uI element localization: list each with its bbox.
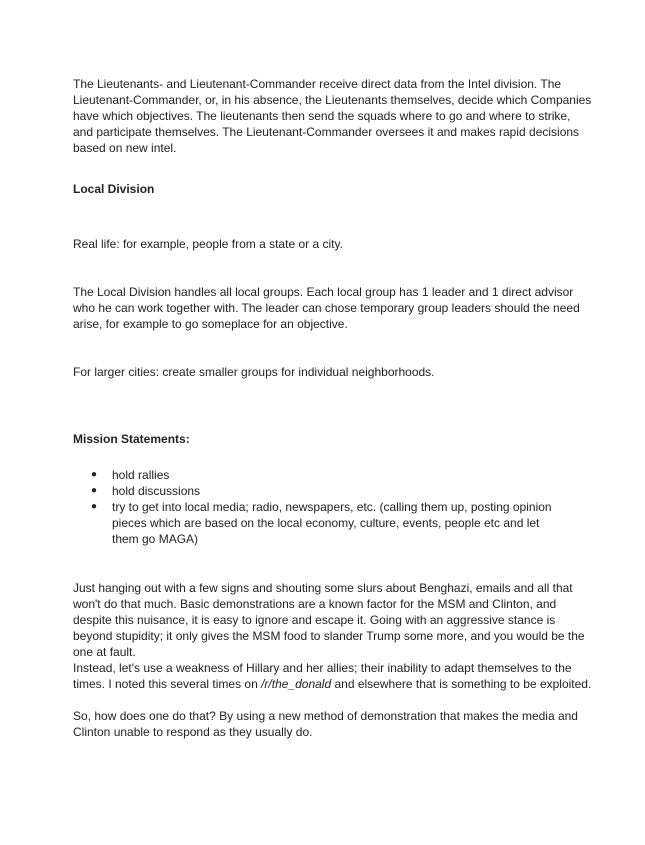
bullet-text: hold discussions (112, 484, 201, 498)
mission-bullet-list (73, 467, 593, 547)
paragraph-intel-division: The Lieutenants- and Lieutenant-Commander receive direct data from the Intel division. The Lieutenant-Commander, or, in his absence, the Lieutenants themselves, decide which Companies have which objectives. The lieutenants then send the squads where to go and where to strike, and participate themselves. The Lieutenant-Commander oversees it and makes rapid decisions based on new intel. (73, 77, 592, 155)
paragraph-local-division: The Local Division handles all local groups. Each local group has 1 leader and 1 direct advisor who he can work together with. The leader can chose temporary group leaders should the need arise, for example to go someplace for an objective. (73, 285, 580, 331)
paragraph-instead-text: Instead, let's use a weakness of Hillary and her allies; their inability to adapt themselves to the times. I noted this several times on (73, 661, 572, 691)
bullet-text: try to get into local media; radio, newspapers, etc. (calling them up, posting opinion pieces which are based on the local economy, culture, events, people etc and let them go MAGA) (112, 500, 552, 546)
bullet-dot-icon: ● (91, 501, 98, 512)
bullet-item (73, 483, 593, 499)
paragraph-instead (73, 660, 593, 692)
bullet-item (73, 467, 593, 483)
heading-local-division: Local Division (73, 182, 155, 196)
bullet-dot-icon: ● (91, 485, 98, 496)
subreddit-reference: /r/the_donald (261, 677, 332, 691)
paragraph-hanging-out: Just hanging out with a few signs and shouting some slurs about Benghazi, emails and all that won't do that much. Basic demonstrations are a known factor for the MSM and Clinton, and despite this nuisance, it is easy to ignore and escape it. Going with an aggressive stance is beyond stupidity; it only gives the MSM food to slander Trump some more, and you would be the one at fault. (73, 581, 585, 659)
heading-mission-statements: Mission Statements: (73, 432, 190, 446)
bullet-dot-icon: ● (91, 469, 98, 480)
paragraph-larger-cities: For larger cities: create smaller groups for individual neighborhoods. (73, 365, 435, 379)
paragraph-how: So, how does one do that? By using a new method of demonstration that makes the media and Clinton unable to respond as they usually do. (73, 709, 578, 739)
bullet-text: hold rallies (112, 468, 170, 482)
bullet-item (73, 499, 593, 547)
paragraph-real-life: Real life: for example, people from a state or a city. (73, 237, 343, 251)
paragraph-instead-text-end: and elsewhere that is something to be exploited. (331, 677, 592, 691)
